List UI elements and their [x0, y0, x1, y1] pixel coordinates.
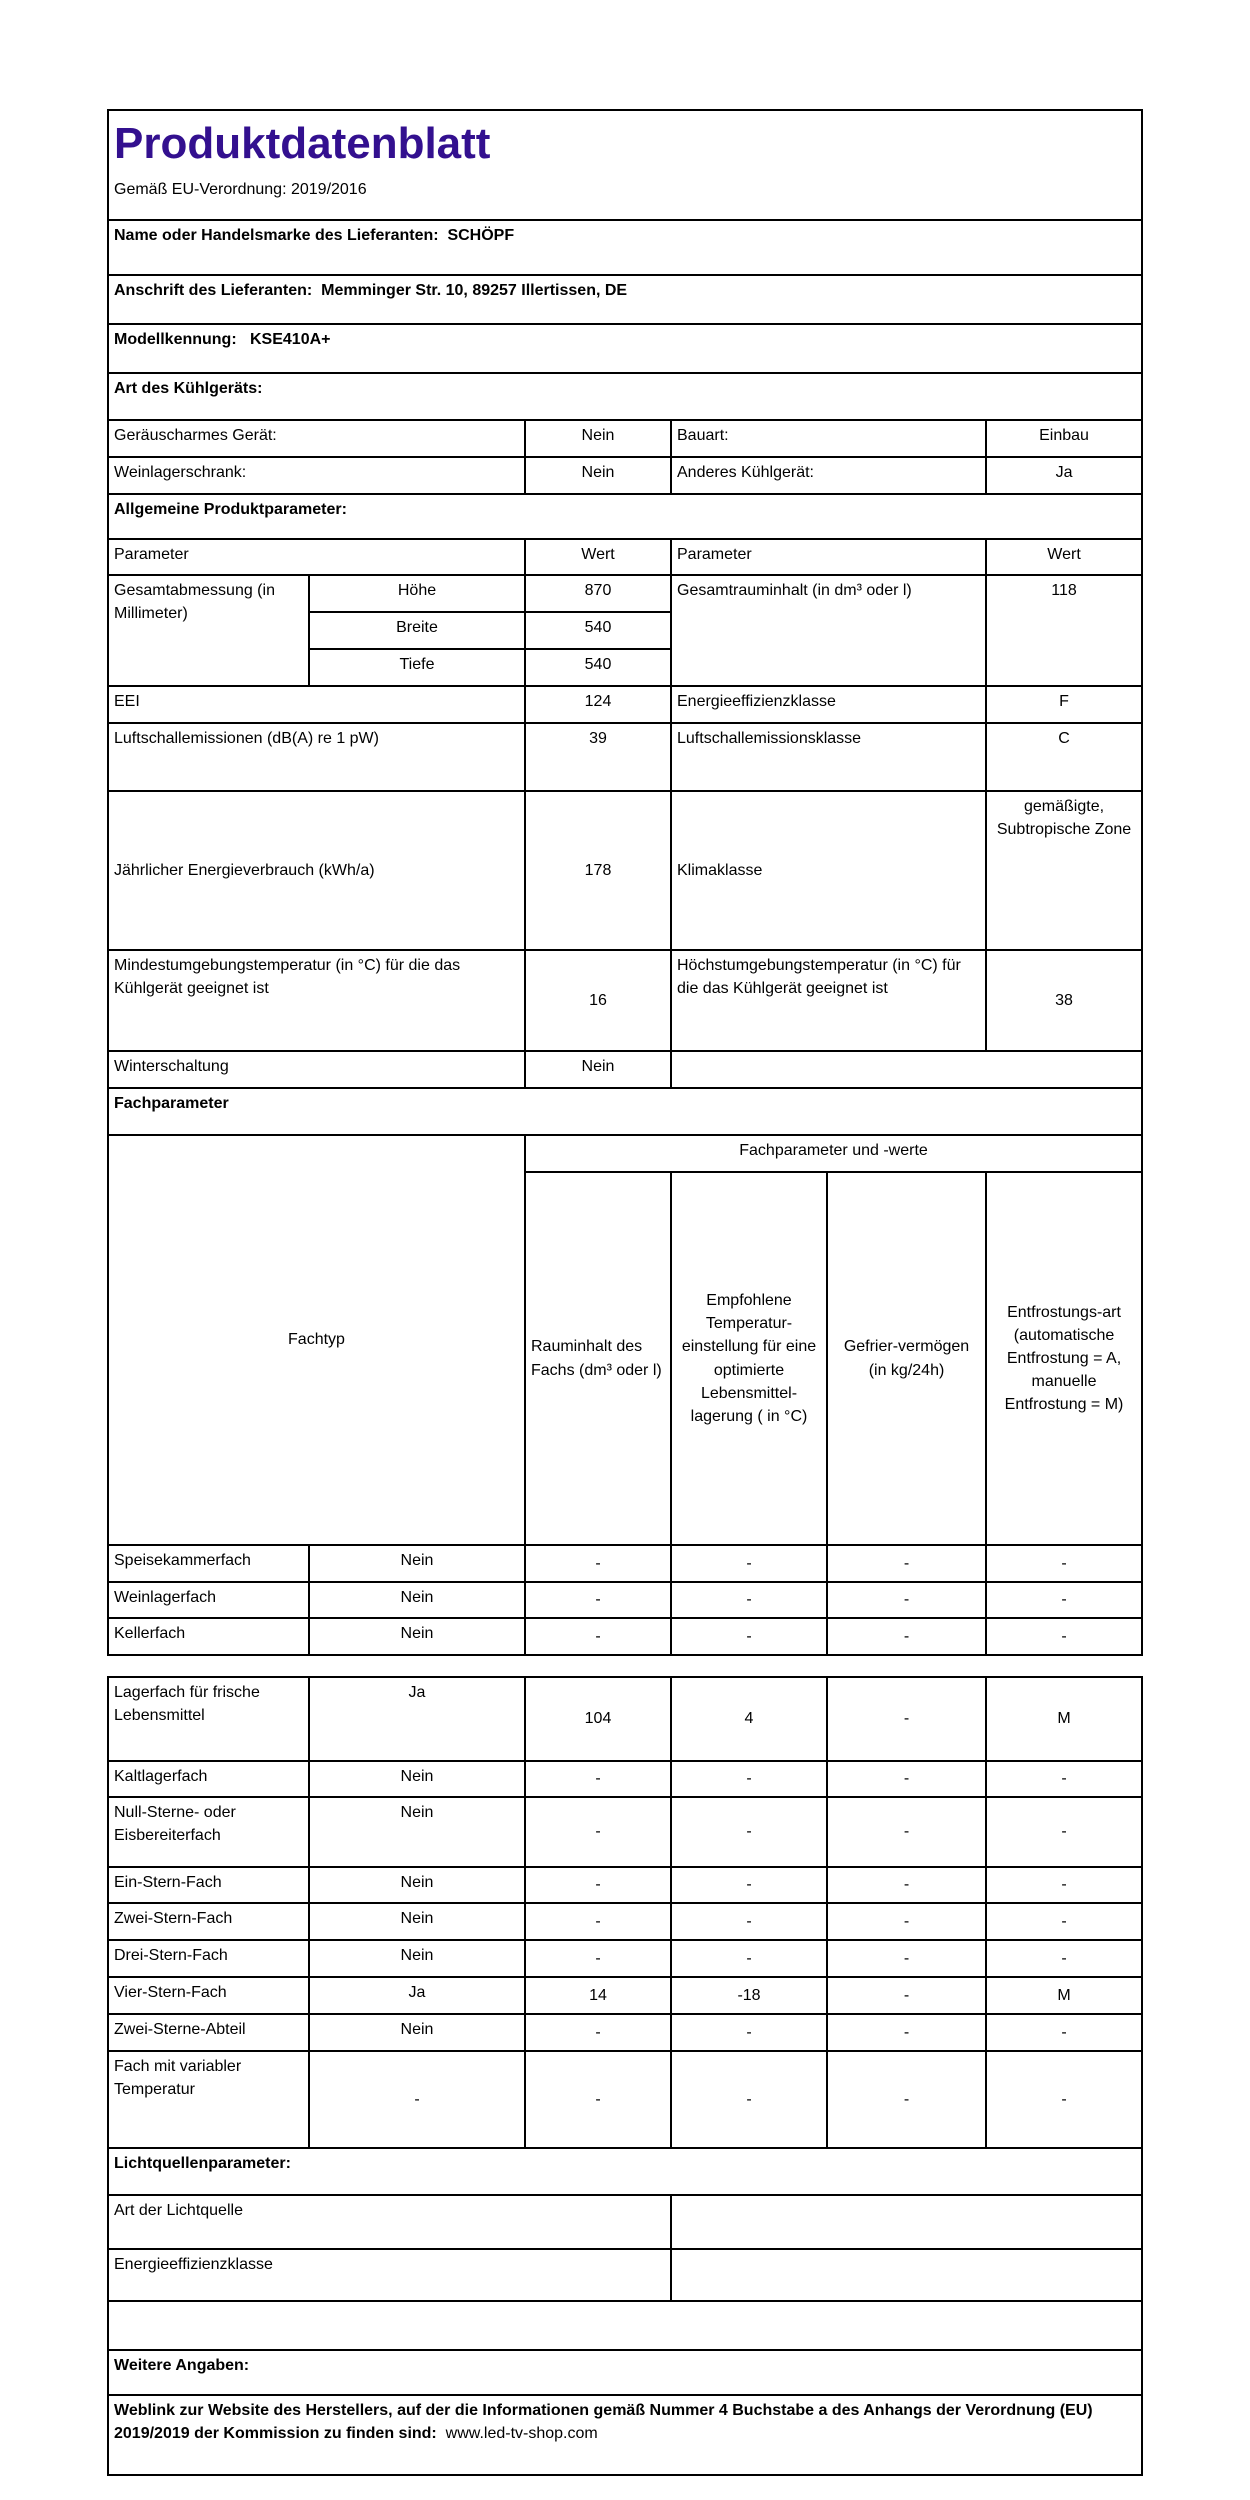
compartment-temperature: -18 [671, 1977, 827, 2014]
eei-value: 124 [525, 686, 671, 723]
compartment-row [108, 1940, 1142, 1977]
compartment-present: Nein [309, 1582, 525, 1618]
compartment-temperature: - [671, 1903, 827, 1940]
empty-cell [671, 1051, 1142, 1088]
compartment-temperature: - [671, 1940, 827, 1977]
compartment-freezing: - [827, 1867, 986, 1903]
compartment-defrost: - [986, 1797, 1142, 1867]
compartment-row [108, 1618, 1142, 1655]
compartment-row [108, 2014, 1142, 2051]
compartment-defrost: - [986, 2051, 1142, 2148]
param-label: Bauart: [671, 420, 986, 457]
compartment-freezing: - [827, 2051, 986, 2148]
noise-class-value: C [986, 723, 1142, 791]
compartment-row [108, 1903, 1142, 1940]
compartment-name: Speisekammerfach [108, 1545, 309, 1582]
param-label: Anderes Kühlgerät: [671, 457, 986, 494]
compartment-row [108, 1545, 1142, 1582]
compartment-volume: - [525, 1797, 671, 1867]
compartment-temperature: 4 [671, 1677, 827, 1761]
param-value: Nein [525, 457, 671, 494]
energy-class-label: Energieeffizienzklasse [671, 686, 986, 723]
compartment-name: Kellerfach [108, 1618, 309, 1655]
compartment-volume: - [525, 1618, 671, 1655]
depth-value: 540 [525, 649, 671, 686]
compartment-name: Lagerfach für frische Lebensmittel [108, 1677, 309, 1761]
noise-label: Luftschallemissionen (dB(A) re 1 pW) [108, 723, 525, 791]
height-value: 870 [525, 575, 671, 612]
compartment-present: Nein [309, 1867, 525, 1903]
model-id: KSE410A+ [250, 331, 331, 348]
supplier-address-label: Anschrift des Lieferanten: [114, 282, 313, 299]
compartment-volume: - [525, 1582, 671, 1618]
compartment-defrost: - [986, 1761, 1142, 1797]
width-label: Breite [309, 612, 525, 649]
compartment-defrost: M [986, 1977, 1142, 2014]
compartment-volume: - [525, 1903, 671, 1940]
climate-class-value: gemäßigte, Subtropische Zone [986, 791, 1142, 950]
compartment-present: Ja [309, 1677, 525, 1761]
compartment-defrost: M [986, 1677, 1142, 1761]
climate-class-label: Klimaklasse [671, 791, 986, 950]
param-label: Weinlagerschrank: [108, 457, 525, 494]
column-header-parameter: Parameter [108, 539, 525, 575]
height-label: Höhe [309, 575, 525, 612]
compartment-row [108, 1867, 1142, 1903]
depth-label: Tiefe [309, 649, 525, 686]
column-header-value: Wert [525, 539, 671, 575]
compartment-row [108, 1761, 1142, 1797]
compartment-volume: - [525, 1761, 671, 1797]
column-header-defrost: Entfrostungs-art (automatische Entfrostung = A, manuelle Entfrostung = M) [986, 1172, 1142, 1545]
compartment-present: Nein [309, 1545, 525, 1582]
compartment-volume: - [525, 1545, 671, 1582]
light-class-label: Energieeffizienzklasse [108, 2249, 671, 2301]
column-header-temperature: Empfohlene Temperatur-einstellung für eine optimierte Lebensmittel-lagerung ( in °C) [671, 1172, 827, 1545]
compartment-name: Null-Sterne- oder Eisbereiterfach [108, 1797, 309, 1867]
compartment-freezing: - [827, 2014, 986, 2051]
width-value: 540 [525, 612, 671, 649]
column-header-volume: Rauminhalt des Fachs (dm³ oder l) [525, 1172, 671, 1545]
page-title: Produktdatenblatt [114, 119, 491, 168]
compartment-temperature: - [671, 1582, 827, 1618]
compartment-freezing: - [827, 1582, 986, 1618]
compartment-freezing: - [827, 1797, 986, 1867]
compartment-name: Weinlagerfach [108, 1582, 309, 1618]
supplier-name-row [108, 220, 1142, 275]
empty-row [108, 2301, 1142, 2350]
compartment-name: Zwei-Stern-Fach [108, 1903, 309, 1940]
compartment-defrost: - [986, 1618, 1142, 1655]
param-label: Geräuscharmes Gerät: [108, 420, 525, 457]
compartment-freezing: - [827, 1618, 986, 1655]
compartment-volume: - [525, 2051, 671, 2148]
compartment-freezing: - [827, 1677, 986, 1761]
compartment-freezing: - [827, 1761, 986, 1797]
table-row [108, 457, 1142, 494]
compartment-temperature: - [671, 1797, 827, 1867]
compartment-temperature: - [671, 1867, 827, 1903]
compartment-row [108, 1797, 1142, 1867]
annual-energy-value: 178 [525, 791, 671, 950]
compartment-name: Ein-Stern-Fach [108, 1867, 309, 1903]
compartment-present: Nein [309, 2014, 525, 2051]
light-class-value [671, 2249, 1142, 2301]
compartment-present: Ja [309, 1977, 525, 2014]
min-temp-value: 16 [525, 950, 671, 1051]
compartment-type-header: Fachtyp [108, 1135, 525, 1545]
winter-value: Nein [525, 1051, 671, 1088]
header-cell [108, 110, 1142, 220]
compartment-defrost: - [986, 2014, 1142, 2051]
param-value: Ja [986, 457, 1142, 494]
volume-label: Gesamtrauminhalt (in dm³ oder l) [671, 575, 986, 686]
param-value: Einbau [986, 420, 1142, 457]
further-info-heading: Weitere Angaben: [108, 2350, 1142, 2395]
light-type-value [671, 2195, 1142, 2249]
compartment-temperature: - [671, 2051, 827, 2148]
weblink-row [108, 2395, 1142, 2475]
noise-value: 39 [525, 723, 671, 791]
compartment-defrost: - [986, 1582, 1142, 1618]
compartment-temperature: - [671, 1545, 827, 1582]
light-source-heading: Lichtquellenparameter: [108, 2148, 1142, 2195]
compartment-defrost: - [986, 1940, 1142, 1977]
compartment-name: Drei-Stern-Fach [108, 1940, 309, 1977]
supplier-address: Memminger Str. 10, 89257 Illertissen, DE [321, 282, 628, 299]
regulation-subtitle: Gemäß EU-Verordnung: 2019/2016 [114, 181, 367, 199]
compartment-row [108, 1977, 1142, 2014]
param-value: Nein [525, 420, 671, 457]
compartment-present: Nein [309, 1797, 525, 1867]
supplier-name: SCHÖPF [447, 227, 515, 244]
compartment-temperature: - [671, 2014, 827, 2051]
general-params-heading: Allgemeine Produktparameter: [108, 494, 1142, 539]
compartment-freezing: - [827, 1545, 986, 1582]
datasheet-table-part1 [107, 109, 1143, 1656]
light-type-label: Art der Lichtquelle [108, 2195, 671, 2249]
noise-class-label: Luftschallemissionsklasse [671, 723, 986, 791]
compartment-freezing: - [827, 1903, 986, 1940]
weblink-text: Weblink zur Website des Herstellers, auf der die Informationen gemäß Nummer 4 Buchstabe a des Anhangs der Verordnung (EU) 2019/2019 der Kommission zu finden sind: [114, 2402, 1093, 2443]
compartment-present: - [309, 2051, 525, 2148]
compartment-volume: 14 [525, 1977, 671, 2014]
compartment-name: Zwei-Sterne-Abteil [108, 2014, 309, 2051]
compartment-name: Vier-Stern-Fach [108, 1977, 309, 2014]
compartment-group-header: Fachparameter und -werte [525, 1135, 1142, 1172]
manufacturer-url[interactable]: www.led-tv-shop.com [445, 2425, 598, 2443]
min-temp-label: Mindestumgebungstemperatur (in °C) für die das Kühlgerät geeignet ist [108, 950, 525, 1051]
compartment-row [108, 1677, 1142, 1761]
compartment-volume: - [525, 1940, 671, 1977]
compartment-present: Nein [309, 1940, 525, 1977]
compartment-defrost: - [986, 1545, 1142, 1582]
compartment-freezing: - [827, 1940, 986, 1977]
compartment-present: Nein [309, 1618, 525, 1655]
compartment-row [108, 2051, 1142, 2148]
compartment-heading: Fachparameter [108, 1088, 1142, 1135]
compartment-defrost: - [986, 1903, 1142, 1940]
compartment-present: Nein [309, 1761, 525, 1797]
datasheet-table-part2 [107, 1676, 1143, 2476]
compartment-name: Kaltlagerfach [108, 1761, 309, 1797]
column-header-freezing: Gefrier-vermögen (in kg/24h) [827, 1172, 986, 1545]
compartment-freezing: - [827, 1977, 986, 2014]
compartment-volume: - [525, 1867, 671, 1903]
appliance-type-heading: Art des Kühlgeräts: [108, 373, 1142, 420]
winter-label: Winterschaltung [108, 1051, 525, 1088]
max-temp-label: Höchstumgebungstemperatur (in °C) für die das Kühlgerät geeignet ist [671, 950, 986, 1051]
supplier-address-row [108, 275, 1142, 324]
compartment-temperature: - [671, 1761, 827, 1797]
column-header-value: Wert [986, 539, 1142, 575]
compartment-row [108, 1582, 1142, 1618]
table-row [108, 420, 1142, 457]
dimensions-label: Gesamtabmessung (in Millimeter) [108, 575, 309, 686]
compartment-present: Nein [309, 1903, 525, 1940]
max-temp-value: 38 [986, 950, 1142, 1051]
eei-label: EEI [108, 686, 525, 723]
model-row [108, 324, 1142, 373]
annual-energy-label: Jährlicher Energieverbrauch (kWh/a) [108, 791, 525, 950]
compartment-defrost: - [986, 1867, 1142, 1903]
column-header-parameter: Parameter [671, 539, 986, 575]
compartment-volume: 104 [525, 1677, 671, 1761]
compartment-name: Fach mit variabler Temperatur [108, 2051, 309, 2148]
supplier-name-label: Name oder Handelsmarke des Lieferanten: [114, 227, 439, 244]
compartment-temperature: - [671, 1618, 827, 1655]
compartment-volume: - [525, 2014, 671, 2051]
column-header-row [108, 539, 1142, 575]
energy-class-value: F [986, 686, 1142, 723]
model-label: Modellkennung: [114, 331, 237, 348]
volume-value: 118 [986, 575, 1142, 686]
